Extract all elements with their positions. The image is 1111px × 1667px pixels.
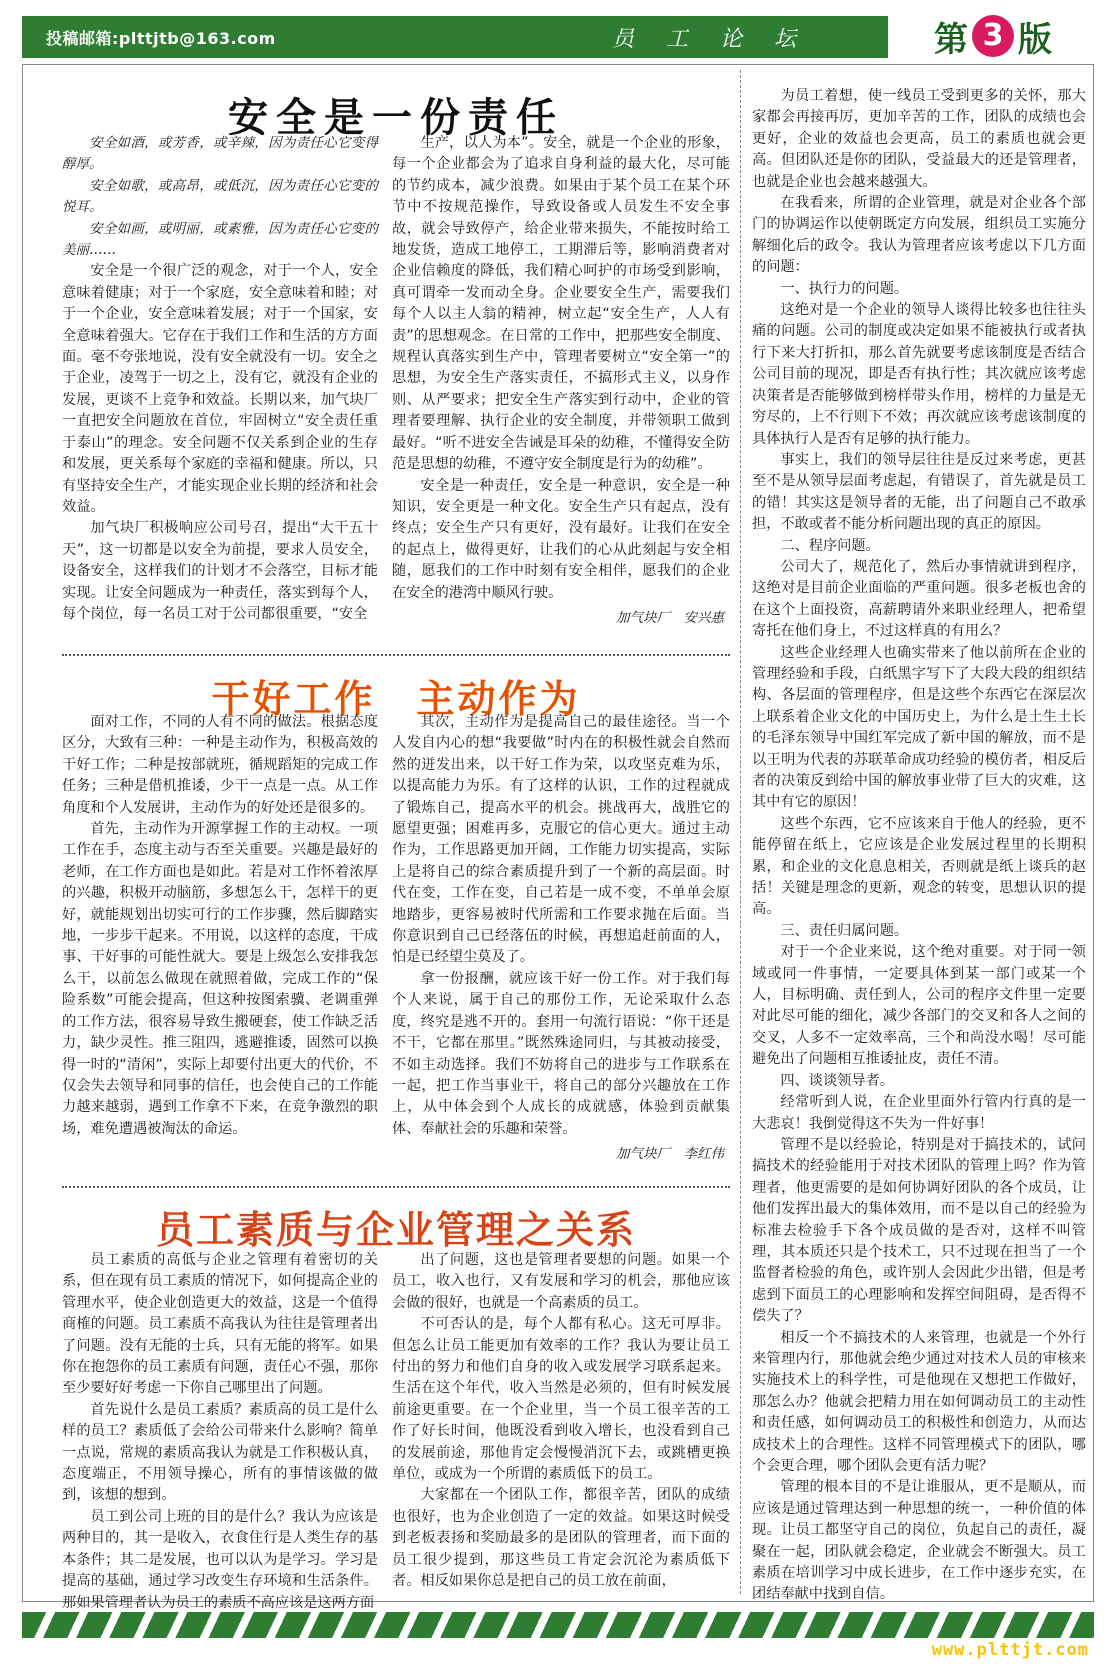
footer-website: www.plttjt.com: [931, 1640, 1089, 1660]
edition-label: [888, 10, 1098, 62]
article-initiative-column-1: [62, 712, 378, 1172]
article-separator-2: [62, 1186, 730, 1188]
article-title-safety: 安全是一份责任: [228, 95, 564, 141]
poem-line: 安全如酒，或芳香，或辛辣，因为责任心它变得醇厚。: [62, 135, 378, 173]
paragraph: 公司大了，规范化了，然后办事情就讲到程序，这绝对是目前企业面临的严重问题。很多老板也舍的在这个上面投资，高薪聘请外来职业经理人，把希望寄托在他们身上，不过这样真的有用么？: [752, 558, 1086, 640]
article-separator-1: [62, 654, 730, 656]
paragraph: 这绝对是一个企业的领导人谈得比较多也往往头痛的问题。公司的制度或决定如果不能被执行或者执行下来大打折扣，那么首先就要考虑该制度是否结合公司目前的现况，即是否有执行性；其次就应该考虑决策者是否能够做到榜样带头作用，榜样的力量是无穷尽的，上不行则下不效；再次就应该考虑该制度的具体执行人是否有足够的执行能力。: [752, 302, 1086, 447]
paragraph: 为员工着想，使一线员工受到更多的关怀，那大家都会再接再厉，更加辛苦的工作，团队的成绩也会更好，企业的效益也会更高，员工的素质也就会更高。但团队还是你的团队，受益最大的还是管理者，也就是企业也会越来越强大。: [752, 88, 1086, 190]
paragraph: 不可否认的是，每个人都有私心。这无可厚非。但怎么让员工能更加有效率的工作？我认为要让员工付出的努力和他们自身的收入或发展学习联系起来。生活在这个年代，收入当然是必须的，但有时候发展前途更重要。在一个企业里，当一个员工很辛苦的工作了好长时间，他既没看到收入增长，也没看到自己的发展前途，那他肯定会慢慢消沉下去，或跳槽更换单位，或成为一个所谓的素质低下的员工。: [392, 1316, 730, 1483]
paragraph: 拿一份报酬，就应该干好一份工作。对于我们每个人来说，属于自己的那份工作，无论采取什么态度，终究是逃不开的。套用一句流行语说：“你干还是不干，它都在那里。”既然殊途同归，与其被动接受，不如主动选择。我们不妨将自己的进步与工作联系在一起，把工作当事业干，将自己的部分兴趣放在工作上，从中体会到个人成长的成就感，体验到贡献集体、奉献社会的乐趣和荣誉。: [392, 970, 730, 1137]
paragraph: 员工素质的高低与企业之管理有着密切的关系，但在现有员工素质的情况下，如何提高企业的管理水平，使企业创造更大的效益，这是一个值得商榷的问题。员工素质不高我认为往往是管理者出了问题。没有无能的士兵，只有无能的将军。如果你在抱怨你的员工素质有问题，责任心不强，那你至少要好好考虑一下你自己哪里出了问题。: [62, 1252, 378, 1397]
paragraph: 这些个东西，它不应该来自于他人的经验，更不能停留在纸上，它应该是企业发展过程里的长期积累，和企业的文化息息相关，否则就是纸上谈兵的赵括！关键是理念的更新，观念的转变，思想认识的提高。: [752, 815, 1086, 918]
edition-prefix: 第: [934, 19, 968, 60]
article-initiative-column-2: [392, 712, 730, 1172]
paragraph: 在我看来，所谓的企业管理，就是对企业各个部门的协调运作以使朝既定方向发展，组织员工实施分解细化后的政令。我认为管理者应该考虑以下几方面的问题：: [752, 195, 1086, 276]
paragraph: 出了问题，这也是管理者要想的问题。如果一个员工，收入也行，又有发展和学习的机会，那他应该会做的很好，也就是一个高素质的员工。: [392, 1252, 730, 1311]
paragraph: 对于一个企业来说，这个绝对重要。对于同一领域或同一件事情，一定要具体到某一部门或某一个人，目标明确、责任到人，公司的程序文件里一定要对此尽可能的细化，减少各部门的交叉和各人之间的交叉，人多不一定效率高，三个和尚没水喝！尽可能避免出了问题相互推诿扯皮，责任不清。: [752, 944, 1086, 1068]
paragraph: 相反一个不搞技术的人来管理，也就是一个外行来管理内行，那他就会绝少通过对技术人员的审核来实施技术上的科学性，可是他现在又想把工作做好，那怎么办？他就会把精力用在如何调动员工的主动性和责任感，如何调动员工的积极性和创造力，从而达成技术上的合理性。这样不同管理模式下的团队，哪个会更合理，哪个团队会更有活力呢？: [752, 1329, 1086, 1474]
footer-stripe-bar: [22, 1612, 1094, 1638]
paragraph: 经常听到人说，在企业里面外行管内行真的是一大悲哀！我倒觉得这不失为一件好事！: [752, 1094, 1086, 1132]
article-title-quality-management: 员工素质与企业管理之关系: [155, 1208, 636, 1252]
column-name: 员工论坛: [611, 26, 828, 52]
paragraph: 二、程序问题。: [780, 537, 880, 554]
author-signature: 加气块厂 李红伟: [616, 1146, 724, 1163]
article-safety-column-2: [392, 133, 730, 643]
edition-number-badge: 3: [972, 15, 1014, 57]
edition-suffix: 版: [1018, 19, 1052, 60]
author-signature: 加气块厂 安兴惠: [616, 609, 724, 626]
paragraph: 大家都在一个团队工作，都很辛苦，团队的成绩也很好，也为企业创造了一定的效益。如果这时候受到老板表扬和奖励最多的是团队的管理者，而下面的员工很少提到，那这些员工肯定会沉沦为素质低下者。相反如果你总是把自己的员工放在前面，: [392, 1487, 730, 1590]
paragraph: 三、责任归属问题。: [780, 922, 909, 939]
paragraph: 生产，以人为本”。安全，就是一个企业的形象，每一个企业都会为了追求自身利益的最大化，尽可能的节约成本，减少浪费。如果由于某个员工在某个环节中不按规范操作，导致设备或人员发生不安全事故，就会导致停产，给企业带来损失，不能按时给工地发货，造成工地停工，工期滞后等，影响消费者对企业信赖度的降低，我们精心呵护的市场受到影响，真可谓牵一发而动全身。企业要安全生产，需要我们每个人以主人翁的精神，树立起“安全生产，人人有责”的思想观念。在日常的工作中，把那些安全制度、规程认真落实到生产中，管理者要树立“安全第一”的思想，为安全生产落实责任，不搞形式主义，以身作则、从严要求；把安全生产落实到行动中，企业的管理者要理解、执行企业的安全制度，并带领职工做到最好。“听不进安全告诫是耳朵的幼稚，不懂得安全防范是思想的幼稚，不遵守安全制度是行为的幼稚”。: [392, 135, 730, 473]
article-safety-column-1: [62, 133, 378, 643]
paragraph: 员工到公司上班的目的是什么？我认为应该是两种目的，其一是收入，衣食住行是人类生存的基本条件；其二是发展，也可以认为是学习。学习是提高的基础，通过学习改变生存环境和生活条件。那如果管理者认为员工的素质不高应该是这两方面: [62, 1508, 378, 1611]
paragraph: 安全是一个很广泛的观念，对于一个人，安全意味着健康；对于一个家庭，安全意味着和睦；对于一个企业，安全意味着发展；对于一个国家，安全意味着强大。它存在于我们工作和生活的方方面面。毫不夸张地说，没有安全就没有一切。安全之于企业，凌驾于一切之上，没有它，就没有企业的发展，更谈不上竞争和效益。长期以来，加气块厂一直把安全问题放在首位，牢固树立“安全责任重于泰山”的理念。安全问题不仅关系到企业的生存和发展，更关系每个家庭的幸福和健康。所以，只有坚持安全生产，才能实现企业长期的经济和社会效益。: [62, 263, 378, 515]
masthead-bar: [22, 16, 1094, 58]
article-title-initiative: 干好工作 主动作为: [211, 677, 581, 721]
paragraph: 这些企业经理人也确实带来了他以前所在企业的管理经验和手段，白纸黑字写下了大段大段的组织结构、各层面的管理程序，但是这些个东西它在深层次上联系着企业文化的中国历史上，为什么是土生土长的毛泽东领导中国红军完成了新中国的解放，而不是以王明为代表的苏联革命成功经验的模仿者，相反后者的决策反到给中国的解放事业带了巨大的灾难，这其中有它的原因！: [752, 644, 1086, 811]
column-divider: [740, 70, 741, 1594]
paragraph: 面对工作，不同的人有不同的做法。根据态度区分，大致有三种：一种是主动作为，积极高效的干好工作；二种是按部就班，循规蹈矩的完成工作任务；三种是借机推诿，少干一点是一点。从工作角度和个人发展讲，主动作为的好处还是很多的。: [62, 714, 378, 816]
poem-line: 安全如歌，或高昂，或低沉，因为责任心它变的悦耳。: [62, 177, 378, 216]
paragraph: 安全是一种责任，安全是一种意识，安全是一种知识，安全更是一种文化。安全生产只有起点，没有终点；安全生产只有更好，没有最好。让我们在安全的起点上，做得更好，让我们的心从此刻起与安全相随，愿我们的工作中时刻有安全相伴，愿我们的企业在安全的港湾中顺风行驶。: [392, 477, 730, 601]
article-quality-column-3: [752, 86, 1086, 1603]
submission-email: 投稿邮箱:plttjtb@163.com: [46, 28, 276, 48]
paragraph: 加气块厂积极响应公司号召，提出“大干五十天”，这一切都是以安全为前提，要求人员安全，设备安全，这样我们的计划才不会落空，目标才能实现。让安全问题成为一种责任，落实到每个人，每个岗位，每一名员工对于公司都很重要，“安全: [62, 520, 378, 622]
paragraph: 其次，主动作为是提高自己的最佳途径。当一个人发自内心的想“我要做”时内在的积极性就会自然而然的迸发出来，以干好工作为荣，以攻坚克难为乐，以提高能力为乐。有了这样的认识，工作的过程就成了锻炼自己，提高水平的机会。挑战再大，战胜它的愿望更强；困难再多，克服它的信心更大。通过主动作为，工作思路更加开阔，工作能力切实提高，实际上是将自己的综合素质提升到了一个新的高层面。时代在变，工作在变，自己若是一成不变，不单单会原地踏步，更容易被时代所需和工作要求抛在后面。当你意识到自己已经落伍的时候，再想追赶前面的人，怕是已经望尘莫及了。: [392, 714, 730, 966]
paragraph: 四、谈谈领导者。: [780, 1072, 894, 1089]
paragraph: 首先说什么是员工素质？素质高的员工是什么样的员工？素质低了会给公司带来什么影响？简单一点说，常规的素质高我认为就是工作积极认真，态度端正，不用领导操心，所有的事情该做的做到，该想的想到。: [62, 1401, 378, 1504]
article-quality-column-2: [392, 1250, 730, 1594]
paragraph: 管理不是以经验论，特别是对于搞技术的，试问搞技术的经验能用于对技术团队的管理上吗？作为管理者，他更需要的是如何协调好团队的各个成员，让他们发挥出最大的集体效用，而不是以自己的经验为标准去检验手下各个成员做的是否对，这样不叫管理，其本质还只是个技术工，只不过现在担当了一个监督者检验的角色，或许别人会因此少出错，但是考虑到下面员工的心理影响和发挥空间阻碍，是否得不偿失了？: [752, 1136, 1086, 1325]
poem-line: 安全如画，或明丽，或素雅，因为责任心它变的美丽……: [62, 220, 378, 259]
paragraph: 一、执行力的问题。: [780, 280, 909, 297]
paragraph: 首先，主动作为开源掌握工作的主动权。一项工作在手，态度主动与否至关重要。兴趣是最好的老师，在工作方面也是如此。若是对工作怀着浓厚的兴趣，积极开动脑筋，多想怎么干，怎样干的更好，就能规划出切实可行的工作步骤，然后脚踏实地，一步步干起来。不用说，以这样的态度，干成事、干好事的可能性就大。要是上级怎么安排我怎么干，以前怎么做现在就照着做，完成工作的“保险系数”可能会提高，但这种按图索骥、老调重弹的工作方法，很容易导致生搬硬套，使工作缺乏活力，缺少灵性。推三阻四，逃避推诿，固然可以换得一时的“清闲”，实际上却要付出更大的代价，不仅会失去领导和同事的信任，也会使自己的工作能力越来越弱，遇到工作拿不下来，在竞争激烈的职场，难免遭遇被淘汰的命运。: [62, 821, 378, 1137]
article-quality-column-1: [62, 1250, 378, 1611]
paragraph: 事实上，我们的领导层往往是反过来考虑，更甚至不是从领导层面考虑起，有错误了，首先就是员工的错！其实这是领导者的无能，出了问题自己不敢承担，不敢或者不能分析问题出现的真正的原因。: [752, 451, 1086, 533]
paragraph: 管理的根本目的不是让谁服从，更不是顺从，而应该是通过管理达到一种思想的统一，一种价值的体现。让员工都坚守自己的岗位，负起自己的责任，凝聚在一起，团队就会稳定，企业就会不断强大。员工素质在培训学习中成长进步，在工作中逐步充实，在团结奉献中找到自信。: [752, 1479, 1086, 1603]
